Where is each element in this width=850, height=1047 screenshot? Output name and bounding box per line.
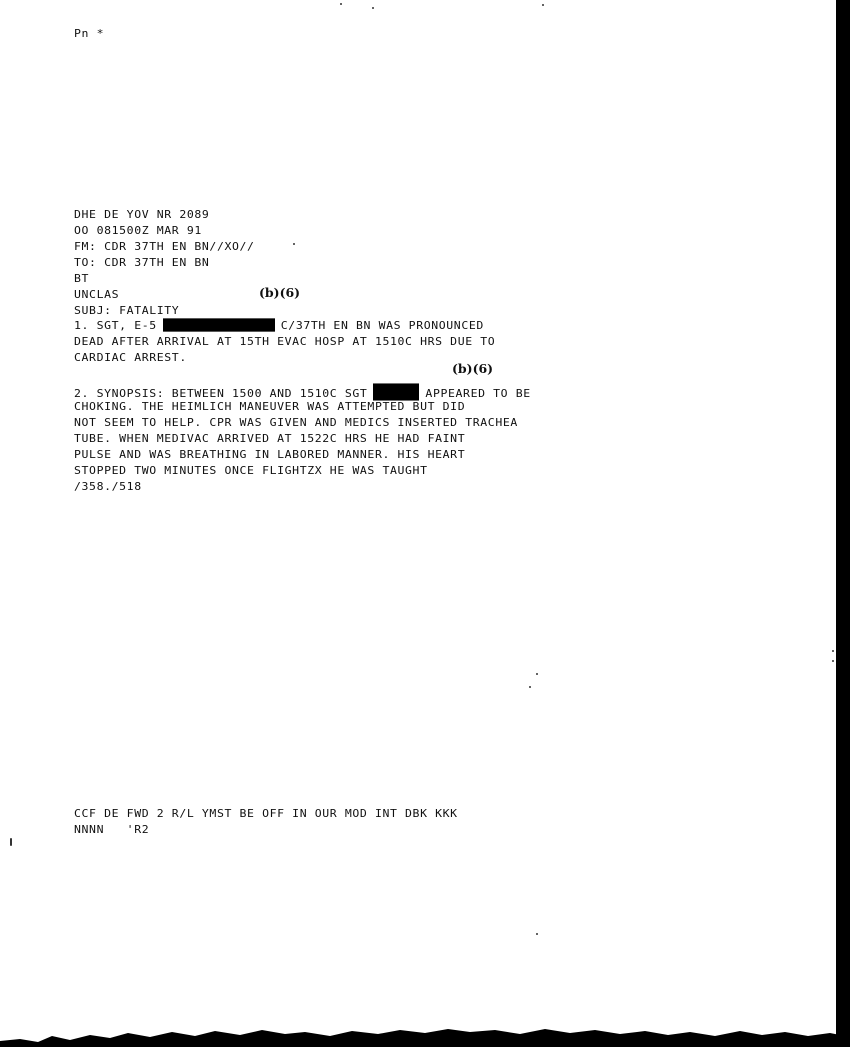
torn-edge xyxy=(0,1019,850,1047)
scan-speck xyxy=(536,673,538,675)
para2-line1-prefix: 2. SYNOPSIS: BETWEEN 1500 AND 1510C SGT xyxy=(74,386,368,400)
para2-line1 xyxy=(74,383,531,400)
header-mark: Pn * xyxy=(74,26,105,40)
para1-line3: CARDIAC ARREST. xyxy=(74,350,187,364)
scan-speck xyxy=(372,7,374,9)
footer-line-2: NNNN 'R2 xyxy=(74,822,150,836)
classification-line: UNCLAS xyxy=(74,287,120,301)
para1-line1 xyxy=(74,318,484,331)
scan-speck xyxy=(542,4,544,6)
routing-line-4: TO: CDR 37TH EN BN xyxy=(74,255,210,269)
para2-line2: CHOKING. THE HEIMLICH MANEUVER WAS ATTEMPTED BUT DID xyxy=(74,399,466,413)
subject-line: SUBJ: FATALITY xyxy=(74,303,180,317)
para2-line6: STOPPED TWO MINUTES ONCE FLIGHTZX HE WAS TAUGHT xyxy=(74,463,428,477)
scan-speck xyxy=(293,243,295,245)
para2-line5: PULSE AND WAS BREATHING IN LABORED MANNER. HIS HEART xyxy=(74,447,466,461)
para2-line1-suffix: APPEARED TO BE xyxy=(425,386,531,400)
scan-border xyxy=(836,0,850,1047)
para1-line1-prefix: 1. SGT, E-5 xyxy=(74,318,157,332)
routing-line-5: BT xyxy=(74,271,90,285)
scan-speck xyxy=(536,933,538,935)
para2-line3: NOT SEEM TO HELP. CPR WAS GIVEN AND MEDICS INSERTED TRACHEA xyxy=(74,415,518,429)
redaction-box xyxy=(163,318,275,331)
scan-speck xyxy=(529,686,531,688)
routing-line-3: FM: CDR 37TH EN BN//XO// xyxy=(74,239,255,253)
para1-line2: DEAD AFTER ARRIVAL AT 15TH EVAC HOSP AT 1510C HRS DUE TO xyxy=(74,334,496,348)
redaction-box xyxy=(373,383,419,400)
para1-line1-suffix: C/37TH EN BN WAS PRONOUNCED xyxy=(280,318,484,332)
routing-line-1: DHE DE YOV NR 2089 xyxy=(74,207,210,221)
scan-speck xyxy=(10,838,12,846)
foia-exemption-label-2: (b)(6) xyxy=(452,361,494,376)
scan-speck xyxy=(832,650,834,652)
scan-speck xyxy=(832,660,834,662)
para2-line4: TUBE. WHEN MEDIVAC ARRIVED AT 1522C HRS HE HAD FAINT xyxy=(74,431,466,445)
foia-exemption-label-1: (b)(6) xyxy=(259,285,301,300)
footer-line-1: CCF DE FWD 2 R/L YMST BE OFF IN OUR MOD INT DBK KKK xyxy=(74,806,458,820)
scan-speck xyxy=(340,3,342,5)
para2-line7: /358./518 xyxy=(74,479,142,493)
routing-line-2: OO 081500Z MAR 91 xyxy=(74,223,202,237)
